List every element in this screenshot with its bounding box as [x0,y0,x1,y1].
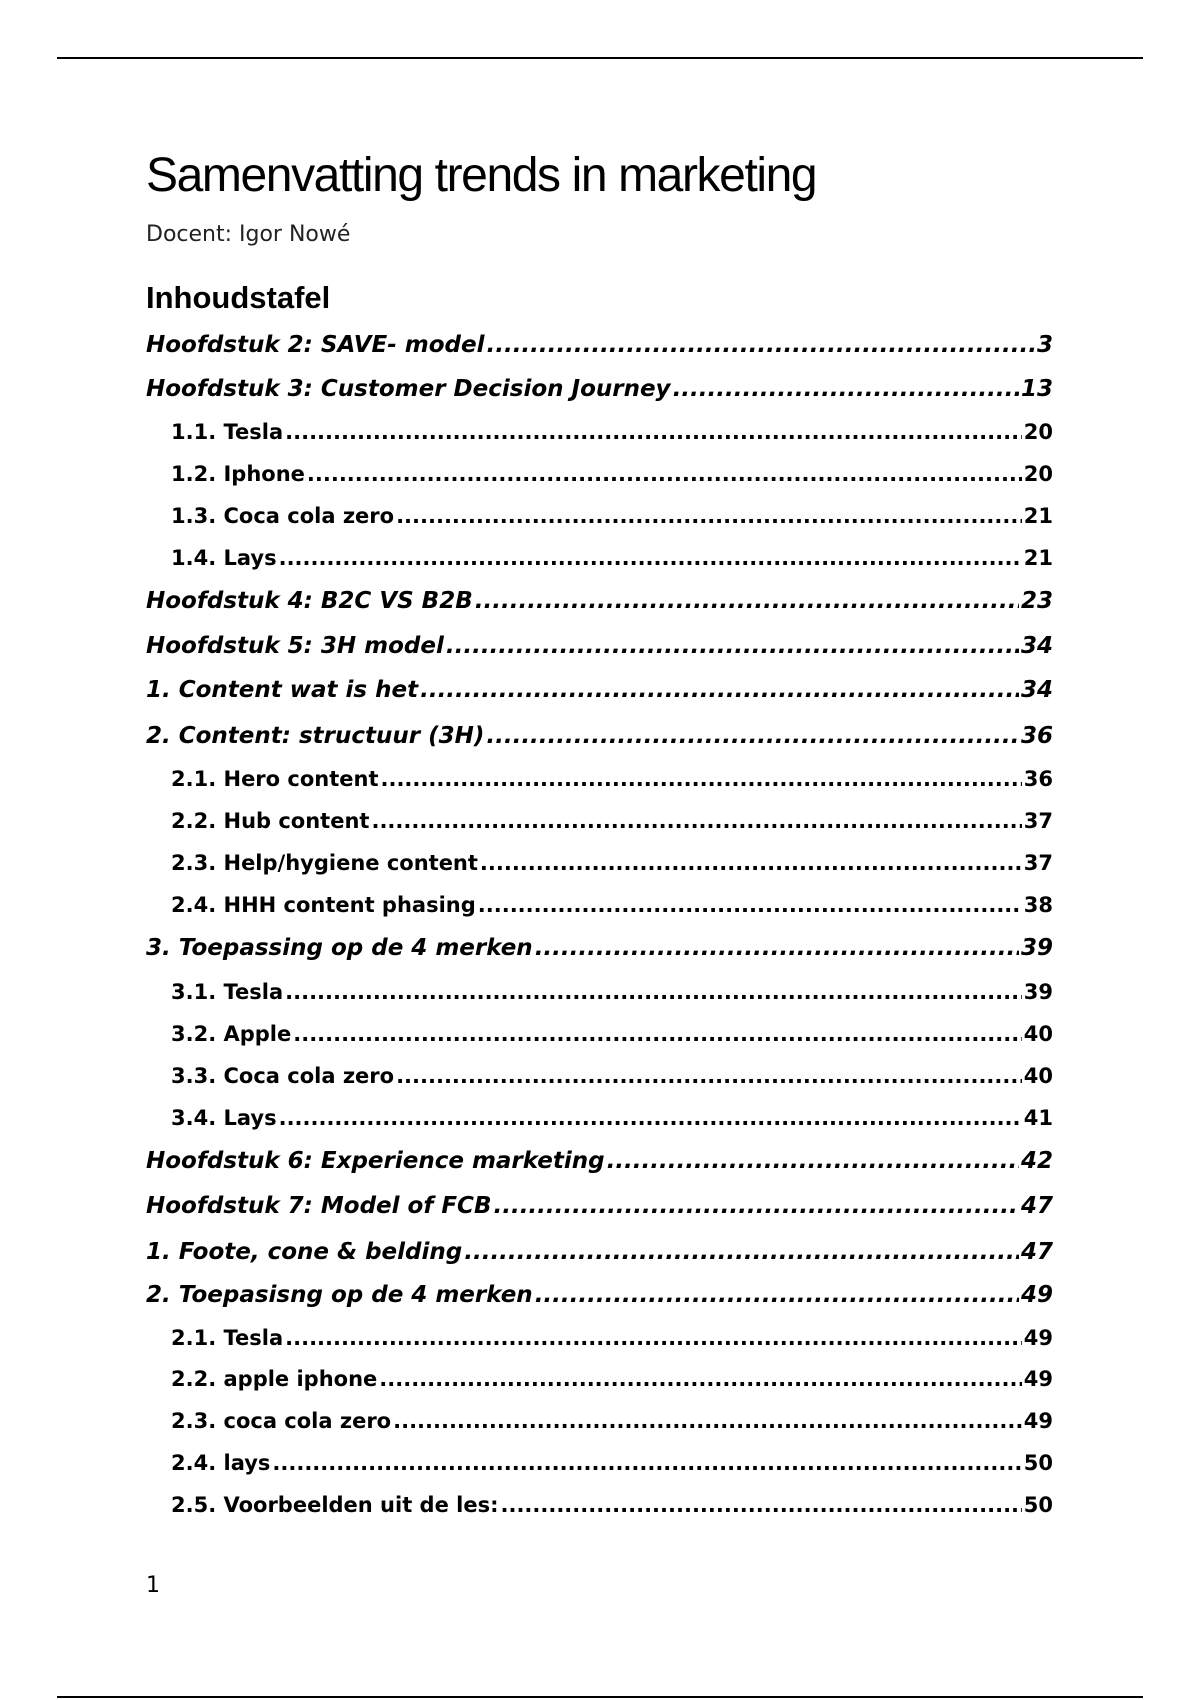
toc-entry-title: 3. Toepassing op de 4 merken [146,935,533,961]
toc-dot-leader [285,1326,1022,1350]
page-number: 1 [146,1573,160,1598]
toc-entry[interactable] [146,1064,1053,1094]
toc-entry-title: 3.4. Lays [171,1106,277,1130]
toc-entry[interactable] [146,809,1053,839]
toc-dot-leader [279,546,1022,570]
toc-dot-leader [285,420,1022,444]
toc-entry[interactable] [146,376,1053,406]
toc-dot-leader [500,1493,1021,1517]
toc-dot-leader [307,462,1022,486]
toc-entry-title: 1.3. Coca cola zero [171,504,395,528]
toc-entry[interactable] [146,1193,1053,1223]
toc-entry-page: 49 [1023,1409,1053,1433]
toc-entry-page: 36 [1020,723,1053,749]
toc-dot-leader [535,935,1019,961]
toc-entry-title: Hoofdstuk 3: Customer Decision Journey [146,376,671,402]
toc-entry[interactable] [146,1148,1053,1178]
toc-entry-title: Hoofdstuk 5: 3H model [146,633,444,659]
toc-entry-title: 1.1. Tesla [171,420,284,444]
toc-entry-page: 42 [1020,1148,1053,1174]
toc-entry-title: 2.4. HHH content phasing [171,893,476,917]
toc-entry-page: 21 [1023,546,1053,570]
toc-entry[interactable] [146,677,1053,707]
toc-entry-title: 2.3. coca cola zero [171,1409,392,1433]
toc-entry-title: 3.2. Apple [171,1022,292,1046]
toc-entry[interactable] [146,851,1053,881]
toc-entry-title: 3.3. Coca cola zero [171,1064,395,1088]
toc-entry[interactable] [146,1239,1053,1269]
toc-entry[interactable] [146,980,1053,1010]
toc-dot-leader [379,1367,1021,1391]
toc-dot-leader [393,1409,1022,1433]
toc-dot-leader [446,633,1019,659]
toc-entry[interactable] [146,546,1053,576]
toc-entry-page: 41 [1023,1106,1053,1130]
toc-entry-title: 1. Content wat is het [146,677,419,703]
toc-entry-page: 49 [1020,1282,1053,1308]
toc-entry[interactable] [146,1409,1053,1439]
toc-entry-page: 37 [1023,809,1053,833]
toc-entry[interactable] [146,588,1053,618]
document-title: Samenvatting trends in marketing [146,149,817,202]
toc-entry-page: 40 [1023,1064,1053,1088]
toc-entry-title: 2.2. Hub content [171,809,370,833]
toc-dot-leader [371,809,1021,833]
toc-entry-page: 39 [1023,980,1053,1004]
toc-entry-page: 36 [1023,767,1053,791]
toc-entry[interactable] [146,504,1053,534]
toc-entry[interactable] [146,767,1053,797]
toc-entry-title: 2.1. Tesla [171,1326,284,1350]
toc-entry-title: 1. Foote, cone & belding [146,1239,463,1265]
toc-entry-title: Hoofdstuk 6: Experience marketing [146,1148,605,1174]
toc-entry-page: 49 [1023,1367,1053,1391]
toc-entry-page: 47 [1020,1193,1053,1219]
toc-entry-page: 34 [1020,633,1053,659]
toc-entry[interactable] [146,420,1053,450]
toc-entry[interactable] [146,332,1053,362]
toc-entry[interactable] [146,1282,1053,1312]
toc-entry-page: 3 [1036,332,1053,358]
toc-dot-leader [381,767,1022,791]
toc-entry[interactable] [146,893,1053,923]
toc-entry-title: 2.3. Help/hygiene content [171,851,478,875]
toc-entry[interactable] [146,1493,1053,1523]
toc-entry-title: 2.1. Hero content [171,767,379,791]
toc-entry-title: 2.4. lays [171,1451,271,1475]
toc-entry-title: 2. Content: structuur (3H) [146,723,485,749]
toc-entry-page: 21 [1023,504,1053,528]
toc-entry-page: 20 [1023,462,1053,486]
header-rule [57,57,1143,59]
toc-dot-leader [486,332,1035,358]
toc-entry-title: Hoofdstuk 2: SAVE- model [146,332,485,358]
toc-entry-page: 37 [1023,851,1053,875]
toc-entry-page: 50 [1023,1451,1053,1475]
toc-dot-leader [475,588,1019,614]
toc-entry[interactable] [146,1022,1053,1052]
toc-dot-leader [486,723,1019,749]
toc-entry-title: 3.1. Tesla [171,980,284,1004]
toc-entry-page: 49 [1023,1326,1053,1350]
toc-dot-leader [673,376,1019,402]
toc-dot-leader [285,980,1022,1004]
toc-entry[interactable] [146,1367,1053,1397]
toc-entry-title: 2.5. Voorbeelden uit de les: [171,1493,499,1517]
toc-dot-leader [464,1239,1019,1265]
toc-dot-leader [279,1106,1022,1130]
toc-entry-page: 13 [1020,376,1053,402]
toc-entry-page: 34 [1020,677,1053,703]
toc-entry[interactable] [146,1326,1053,1356]
toc-dot-leader [493,1193,1019,1219]
toc-dot-leader [396,504,1022,528]
toc-entry[interactable] [146,1106,1053,1136]
toc-entry-title: Hoofdstuk 7: Model of FCB [146,1193,492,1219]
toc-heading: Inhoudstafel [146,280,331,315]
toc-dot-leader [480,851,1022,875]
toc-entry-page: 50 [1023,1493,1053,1517]
toc-entry[interactable] [146,1451,1053,1481]
toc-entry-page: 40 [1023,1022,1053,1046]
toc-entry-title: 2.2. apple iphone [171,1367,378,1391]
toc-entry-title: Hoofdstuk 4: B2C VS B2B [146,588,473,614]
document-subtitle: Docent: Igor Nowé [146,222,351,247]
toc-dot-leader [293,1022,1022,1046]
toc-entry-title: 2. Toepasisng op de 4 merken [146,1282,533,1308]
footer-rule [57,1696,1143,1698]
toc-entry-page: 39 [1020,935,1053,961]
toc-dot-leader [607,1148,1019,1174]
toc-dot-leader [420,677,1019,703]
toc-dot-leader [272,1451,1021,1475]
toc-entry-page: 23 [1020,588,1053,614]
toc-entry-page: 38 [1023,893,1053,917]
toc-dot-leader [478,893,1022,917]
toc-entry-page: 47 [1020,1239,1053,1265]
toc-entry-page: 20 [1023,420,1053,444]
toc-entry[interactable] [146,462,1053,492]
toc-entry[interactable] [146,723,1053,753]
toc-entry[interactable] [146,935,1053,965]
toc-dot-leader [535,1282,1019,1308]
toc-entry-title: 1.2. Iphone [171,462,305,486]
toc-entry-title: 1.4. Lays [171,546,277,570]
toc-entry[interactable] [146,633,1053,663]
toc-dot-leader [396,1064,1022,1088]
